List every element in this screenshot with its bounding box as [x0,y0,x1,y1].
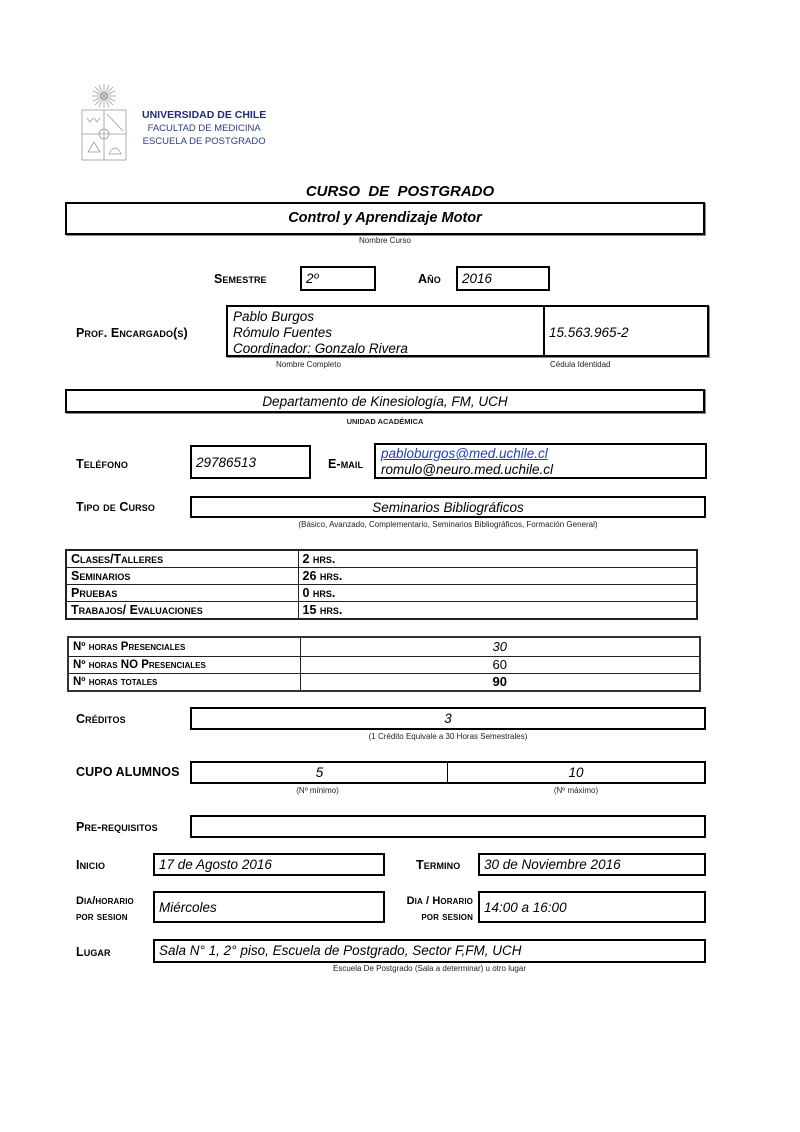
prof-name: Rómulo Fuentes [233,325,333,340]
course-type-caption: (Básico, Avanzado, Complementario, Seminarios Bibliográficos, Formación General) [298,520,598,529]
email-link[interactable]: pabloburgos@med.uchile.cl [381,446,548,461]
time-label-line2: por sesion [421,911,473,923]
table-row [66,585,697,602]
hours-total-label: Nº horas NO Presenciales [68,657,300,674]
hours-value: 2 hrs. [298,550,697,568]
cupo-max-value: 10 [568,765,584,780]
cupo-min-caption: (Nº mínimo) [296,786,339,795]
hours-total-value: 90 [300,674,700,692]
end-value: 30 de Noviembre 2016 [484,857,621,872]
time-label-line1: Dia / Horario [406,895,473,907]
time-field[interactable] [478,891,706,923]
credits-field[interactable] [190,707,706,730]
hours-label: Seminarios [66,568,298,585]
prereq-label: Pre-requisitos [76,820,158,834]
hours-label: Pruebas [66,585,298,602]
hours-total-value: 60 [300,657,700,674]
semester-label: Semestre [214,272,267,286]
university-crest-icon [80,82,134,162]
table-row [68,637,700,657]
hours-totals-table [67,636,701,692]
prof-field[interactable] [226,305,709,357]
semester-value: 2º [306,271,319,286]
table-row [68,657,700,674]
prof-id-value: 15.563.965-2 [549,325,629,340]
phone-field[interactable] [190,445,311,479]
phone-value: 29786513 [196,455,257,470]
school-name: ESCUELA DE POSTGRADO [142,136,266,147]
table-row [66,568,697,585]
hours-label: Trabajos/ Evaluaciones [66,602,298,620]
academic-unit-value: Departamento de Kinesiología, FM, UCH [262,394,508,409]
cupo-field[interactable] [190,761,706,784]
time-value: 14:00 a 16:00 [484,900,567,915]
year-field[interactable] [456,266,550,291]
academic-unit-caption: UNIDAD ACADÉMICA [346,417,424,426]
course-type-label: Tipo de Curso [76,500,155,514]
start-label: Inicio [76,858,106,872]
faculty-name: FACULTAD DE MEDICINA [147,123,261,134]
year-value: 2016 [462,271,493,286]
place-field[interactable] [153,939,706,963]
phone-label: Teléfono [76,457,128,471]
semester-field[interactable] [300,266,376,291]
prof-divider [543,307,545,355]
hours-breakdown-table [65,549,698,620]
cupo-min-value: 5 [315,765,324,780]
start-field[interactable] [153,853,385,876]
prereq-field[interactable] [190,815,706,838]
prof-name-caption: Nombre Completo [276,360,341,369]
hours-label: Clases/Talleres [66,550,298,568]
end-label: Termino [416,858,461,872]
day-value: Miércoles [159,900,217,915]
prof-name: Pablo Burgos [233,309,315,324]
email-text: romulo@neuro.med.uchile.cl [381,462,554,477]
email-field[interactable] [374,443,707,479]
email-list [381,446,553,478]
course-name-value: Control y Aprendizaje Motor [288,210,482,226]
prof-names [233,309,408,357]
end-field[interactable] [478,853,706,876]
place-label: Lugar [76,945,111,959]
institution-header [142,109,266,148]
time-label [392,893,473,925]
hours-total-value: 30 [300,637,700,657]
prof-label: Prof. Encargado(s) [76,326,188,340]
table-row [68,674,700,692]
table-row [66,602,697,620]
email-label: E-mail [328,457,364,471]
credits-label: Créditos [76,712,126,726]
course-name-caption: Nombre Curso [358,236,411,245]
year-label: Año [418,272,441,286]
university-name: UNIVERSIDAD DE CHILE [142,109,267,121]
course-type-field[interactable] [190,496,706,518]
hours-value: 15 hrs. [298,602,697,620]
day-label-line1: Dia/horario [76,895,134,907]
form-title: CURSO DE POSTGRADO [305,183,495,200]
place-value: Sala N° 1, 2° piso, Escuela de Postgrado, Sector F,FM, UCH [159,943,522,958]
course-name-field[interactable] [65,202,705,235]
cupo-max-caption: (Nº máximo) [553,786,599,795]
hours-total-label: Nº horas Presenciales [68,637,300,657]
start-value: 17 de Agosto 2016 [159,857,272,872]
cupo-label: CUPO ALUMNOS [76,765,180,779]
day-label [76,893,134,925]
course-type-value: Seminarios Bibliográficos [372,500,524,515]
prof-name: Coordinador: Gonzalo Rivera [233,341,408,356]
day-label-line2: por sesion [76,911,128,923]
hours-value: 0 hrs. [298,585,697,602]
table-row [66,550,697,568]
credits-caption: (1 Crédito Equivale a 30 Horas Semestrales) [368,732,528,741]
academic-unit-field[interactable] [65,389,705,413]
place-caption: Escuela De Postgrado (Sala a determinar) u otro lugar [333,964,526,973]
hours-total-label: Nº horas totales [68,674,300,692]
day-field[interactable] [153,891,385,923]
credits-value: 3 [444,711,452,726]
hours-value: 26 hrs. [298,568,697,585]
prof-id-caption: Cédula Identidad [550,360,611,369]
